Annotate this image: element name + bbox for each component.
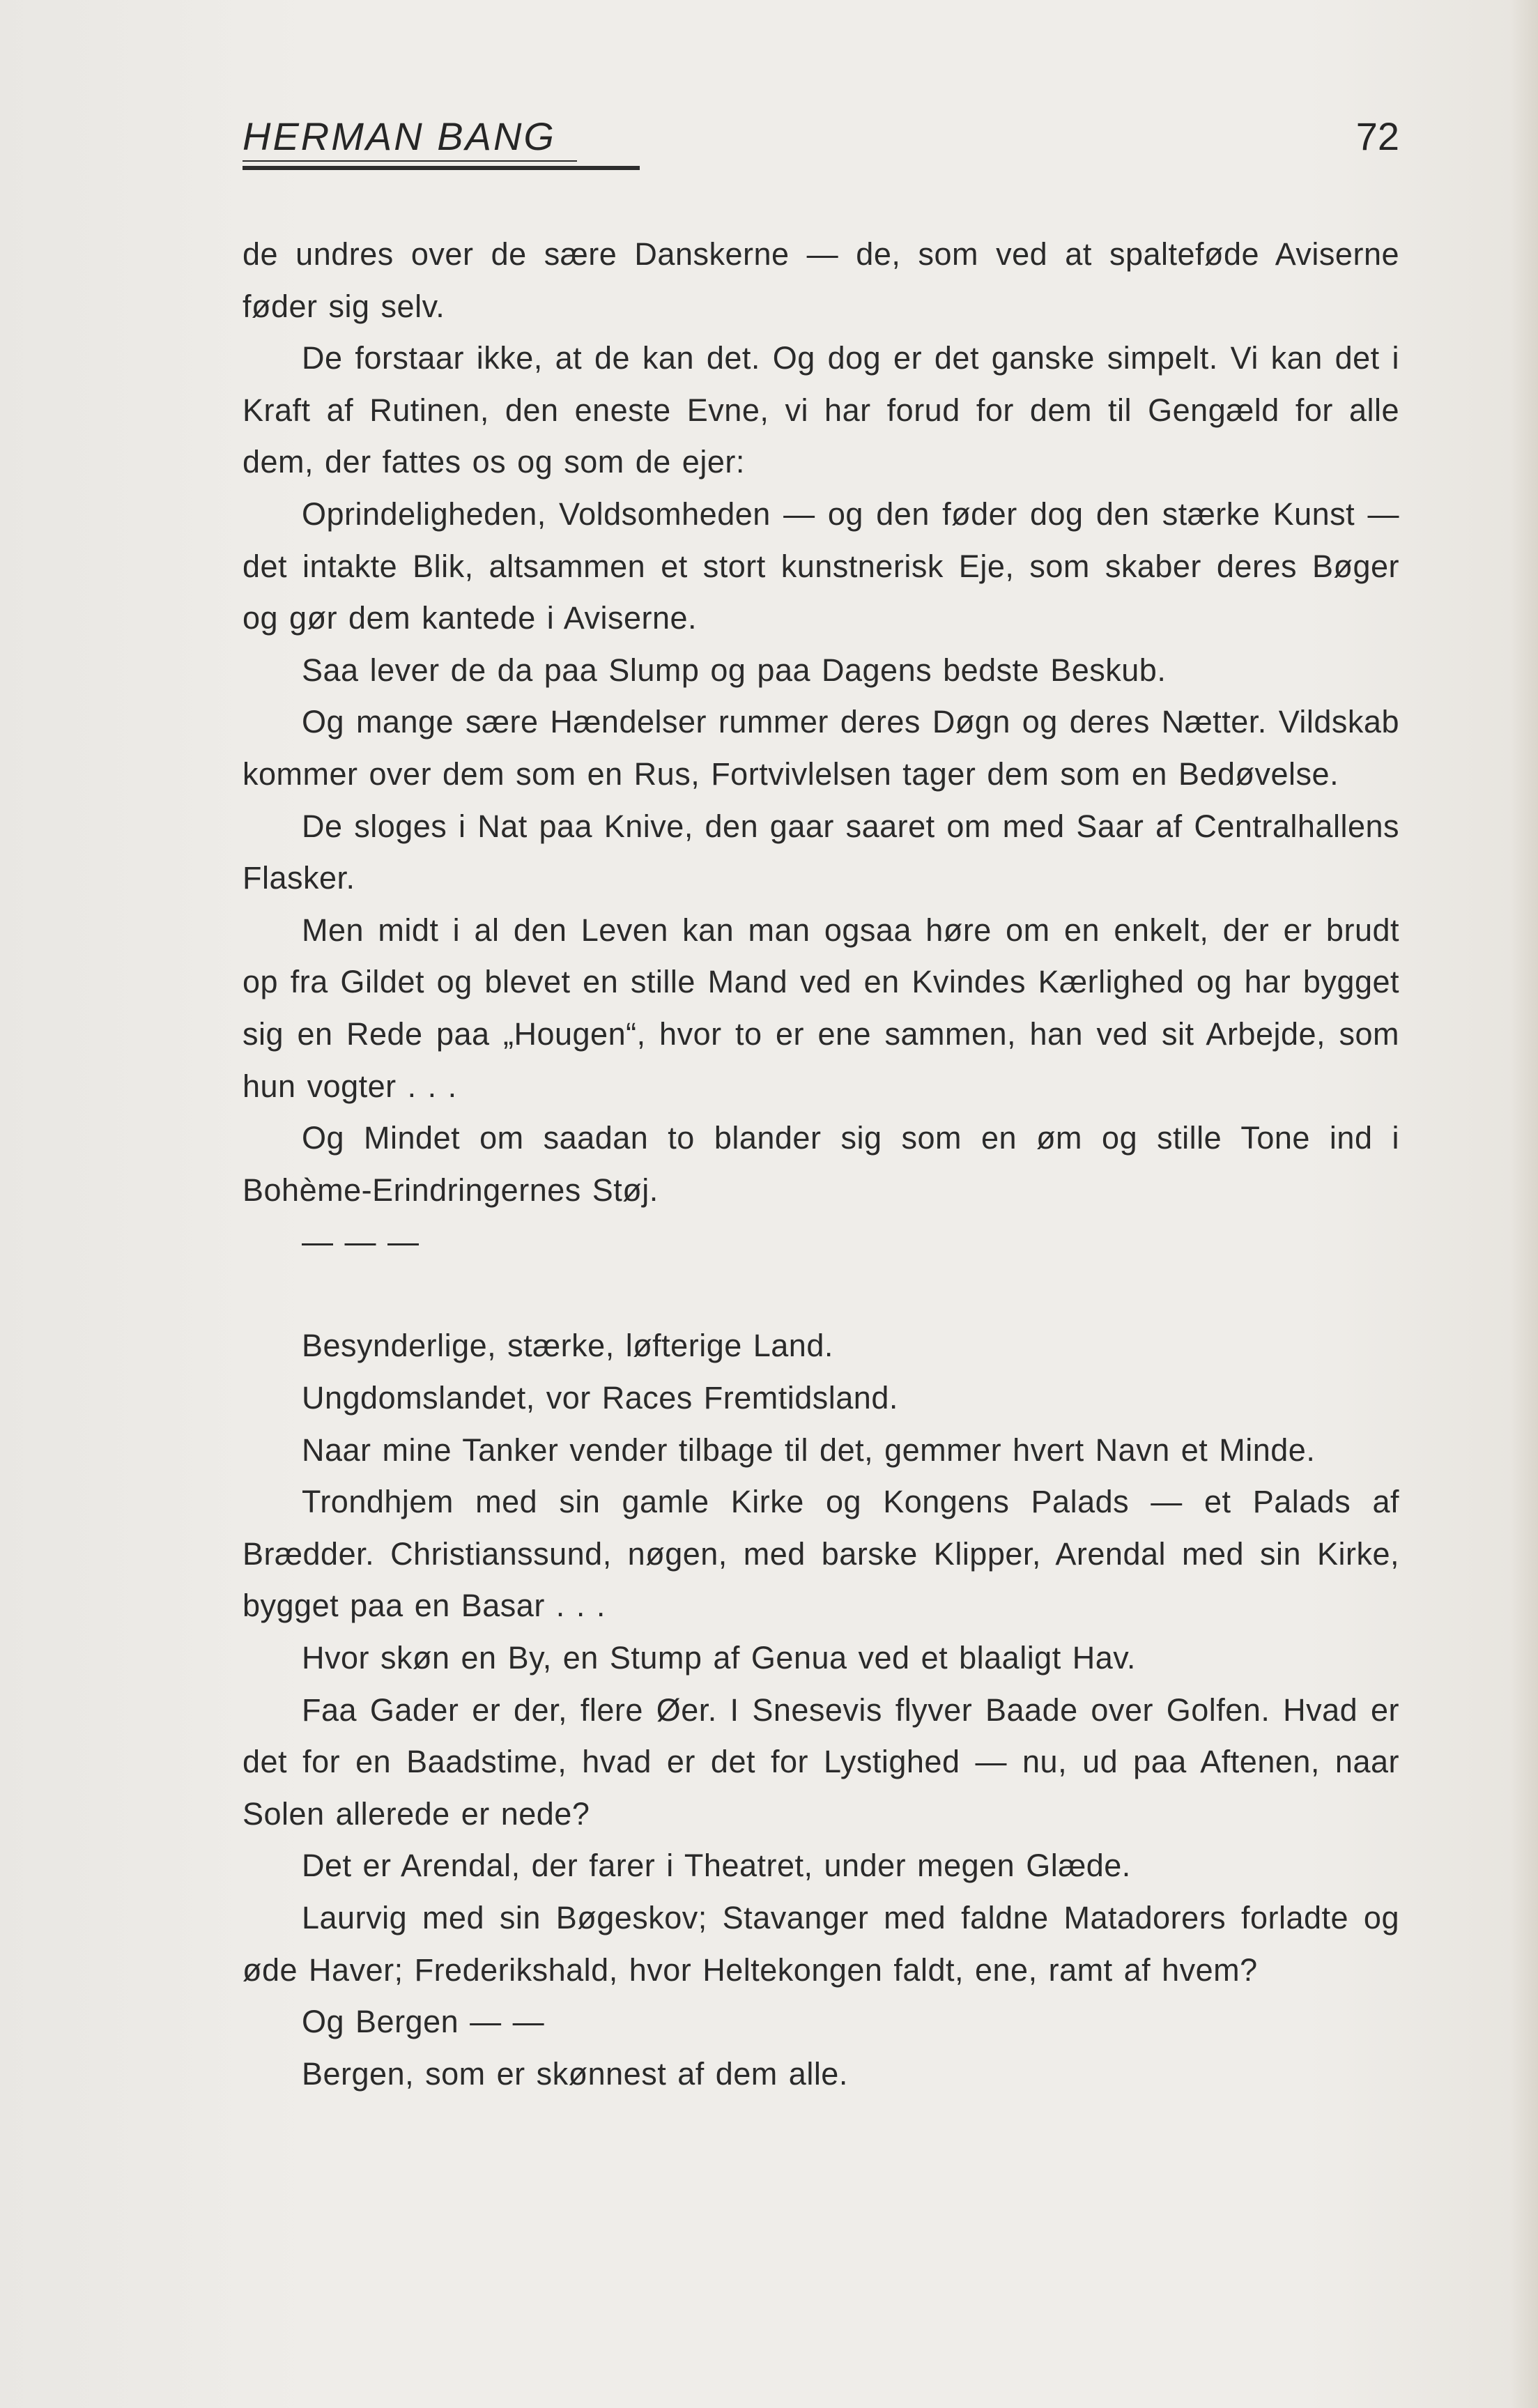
paragraph: Laurvig med sin Bøgeskov; Stavanger med faldne Matadorers forladte og øde Haver; Frederikshald, hvor Heltekongen faldt, ene, ramt af hvem? bbox=[243, 1900, 1399, 1988]
running-title: HERMAN BANG bbox=[243, 114, 556, 158]
paragraph: Faa Gader er der, flere Øer. I Snesevis flyver Baade over Golfen. Hvad er det for en Baadstime, hvad er det for Lystighed — nu, ud paa Aftenen, naar Solen allerede er nede? bbox=[243, 1692, 1399, 1832]
page-edge-shadow bbox=[1510, 0, 1538, 2408]
paragraph: De sloges i Nat paa Knive, den gaar saaret om med Saar af Centralhallens Flasker. bbox=[243, 808, 1399, 896]
section-separator: — — — bbox=[302, 1224, 420, 1260]
paragraph: Naar mine Tanker vender tilbage til det, gemmer hvert Navn et Minde. bbox=[302, 1432, 1316, 1468]
paragraph: Og Mindet om saadan to blander sig som en øm og stille Tone ind i Bohème-Erindringernes Støj. bbox=[243, 1120, 1399, 1208]
title-underline-thin bbox=[243, 160, 577, 162]
title-underline bbox=[243, 166, 640, 170]
paragraph: de undres over de sære Danskerne — de, som ved at spalteføde Aviserne føder sig selv. bbox=[243, 236, 1399, 324]
page-header bbox=[243, 114, 1399, 173]
paragraph: Oprindeligheden, Voldsomheden — og den føder dog den stærke Kunst — det intakte Blik, altsammen et stort kunstnerisk Eje, som skaber deres Bøger og gør dem kantede i Aviserne. bbox=[243, 496, 1399, 636]
paragraph: Og mange sære Hændelser rummer deres Døgn og deres Nætter. Vildskab kommer over dem som en Rus, Fortvivlelsen tager dem som en Bedøvelse. bbox=[243, 704, 1399, 792]
body-text bbox=[243, 229, 1399, 2100]
page-number: 72 bbox=[1355, 114, 1399, 158]
paragraph: Saa lever de da paa Slump og paa Dagens bedste Beskub. bbox=[302, 652, 1167, 688]
paragraph: Bergen, som er skønnest af dem alle. bbox=[302, 2055, 848, 2092]
paragraph: Ungdomslandet, vor Races Fremtidsland. bbox=[302, 1380, 898, 1416]
paragraph: Besynderlige, stærke, løfterige Land. bbox=[302, 1328, 833, 1364]
paragraph: De forstaar ikke, at de kan det. Og dog er det ganske simpelt. Vi kan det i Kraft af Rutinen, den eneste Evne, vi har forud for dem til Gengæld for alle dem, der fattes os og som de ejer: bbox=[243, 340, 1399, 480]
paragraph: Hvor skøn en By, en Stump af Genua ved et blaaligt Hav. bbox=[302, 1640, 1136, 1676]
paragraph: Trondhjem med sin gamle Kirke og Kongens Palads — et Palads af Brædder. Christianssund, nøgen, med barske Klipper, Arendal med sin Kirke, bygget paa en Basar . . . bbox=[243, 1484, 1399, 1624]
paragraph: Det er Arendal, der farer i Theatret, under megen Glæde. bbox=[302, 1848, 1131, 1884]
paragraph: Og Bergen — — bbox=[302, 2004, 545, 2040]
paragraph: Men midt i al den Leven kan man ogsaa høre om en enkelt, der er brudt op fra Gildet og blevet en stille Mand ved en Kvindes Kærlighed og har bygget sig en Rede paa „Hougen“, hvor to er ene sammen, han ved sit Arbejde, som hun vogter . . . bbox=[243, 912, 1399, 1104]
